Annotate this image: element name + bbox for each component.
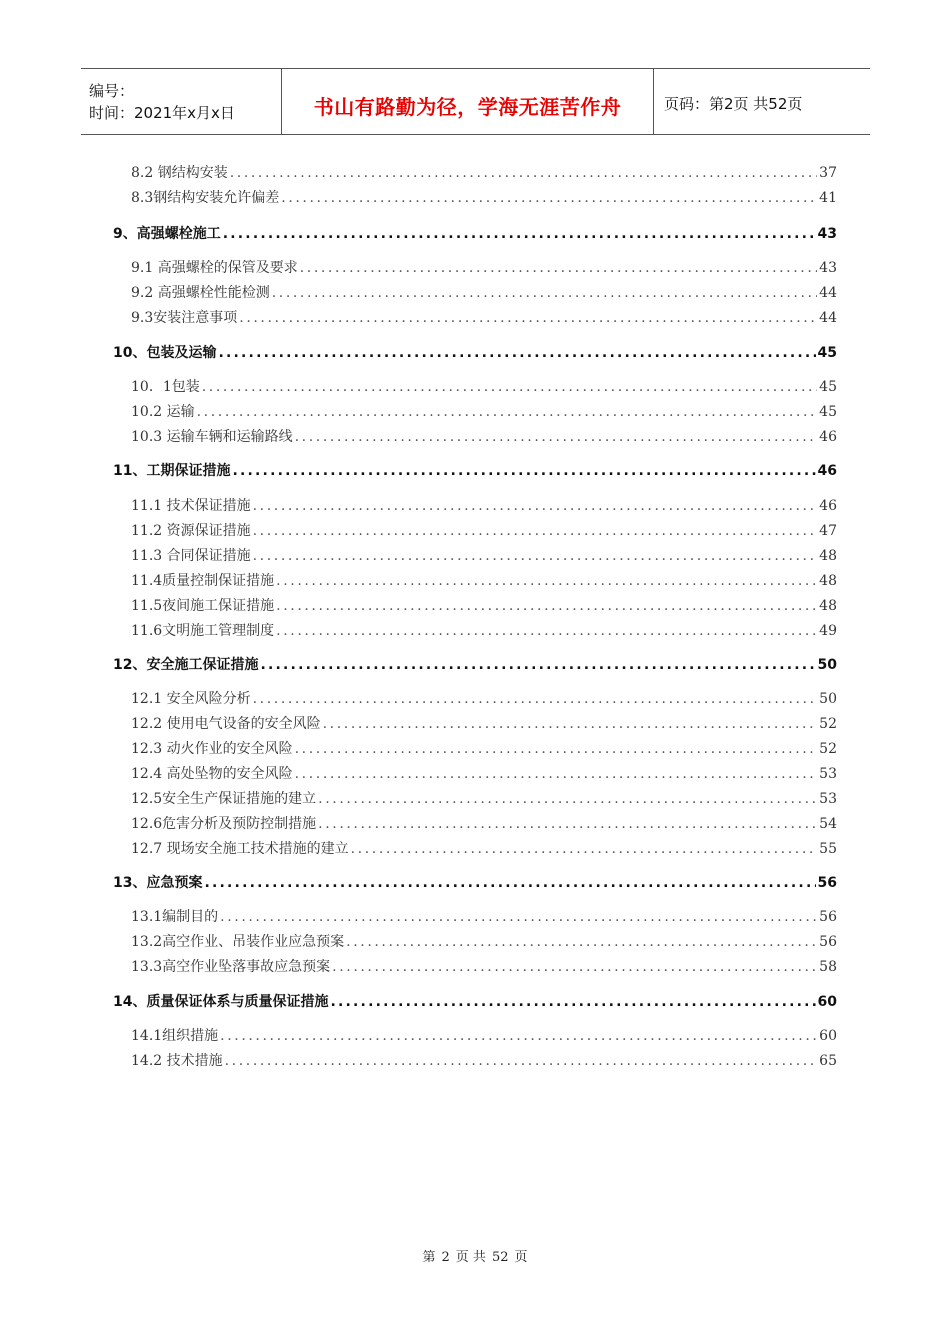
toc-subsection-entry[interactable] (113, 160, 837, 182)
toc-leader-dots (202, 378, 817, 396)
toc-section-entry[interactable] (113, 870, 837, 892)
toc-entry-page-number: 48 (819, 573, 837, 589)
toc-subsection-entry[interactable] (113, 1023, 837, 1045)
toc-subsection-entry[interactable] (113, 280, 837, 302)
toc-entry-page-number: 56 (819, 909, 837, 925)
toc-leader-dots (300, 259, 817, 277)
toc-section-entry[interactable] (113, 221, 837, 243)
toc-subsection-entry[interactable] (113, 1048, 837, 1070)
toc-entry-page-number: 45 (819, 379, 837, 395)
toc-leader-dots (197, 403, 818, 421)
toc-entry-page-number: 43 (817, 226, 837, 242)
toc-leader-dots (218, 344, 815, 362)
toc-entry-title: 13.1编制目的 (131, 909, 219, 925)
toc-entry-title: 10、包装及运输 (113, 345, 217, 361)
toc-entry-page-number: 48 (819, 598, 837, 614)
toc-entry-page-number: 37 (819, 165, 837, 181)
header-motto: 书山有路勤为径，学海无涯苦作舟 (282, 69, 654, 134)
toc-section-entry[interactable] (113, 340, 837, 362)
footer-total-pages: 52 (491, 1250, 509, 1265)
toc-leader-dots (204, 874, 815, 892)
toc-entry-title: 12.4 高处坠物的安全风险 (131, 766, 293, 782)
toc-subsection-entry[interactable] (113, 761, 837, 783)
toc-subsection-entry[interactable] (113, 904, 837, 926)
toc-entry-title: 12.3 动火作业的安全风险 (131, 741, 293, 757)
toc-entry-page-number: 52 (819, 741, 837, 757)
toc-leader-dots (295, 765, 818, 783)
toc-entry-title: 12.7 现场安全施工技术措施的建立 (131, 841, 349, 857)
toc-leader-dots (346, 933, 817, 951)
toc-entry-page-number: 55 (819, 841, 837, 857)
toc-leader-dots (260, 656, 815, 674)
toc-entry-page-number: 48 (819, 548, 837, 564)
toc-entry-page-number: 44 (819, 310, 837, 326)
toc-entry-page-number: 52 (819, 716, 837, 732)
toc-entry-title: 11.5夜间施工保证措施 (131, 598, 275, 614)
toc-leader-dots (351, 840, 818, 858)
footer-page-number: 2 (441, 1250, 450, 1265)
toc-leader-dots (295, 740, 818, 758)
toc-subsection-entry[interactable] (113, 954, 837, 976)
toc-entry-title: 9、高强螺栓施工 (113, 226, 221, 242)
toc-entry-page-number: 44 (819, 285, 837, 301)
toc-entry-page-number: 53 (819, 791, 837, 807)
toc-entry-title: 13、应急预案 (113, 875, 203, 891)
toc-entry-page-number: 47 (819, 523, 837, 539)
toc-entry-title: 13.2高空作业、吊装作业应急预案 (131, 934, 345, 950)
toc-entry-title: 8.3钢结构安装允许偏差 (131, 190, 280, 206)
toc-entry-title: 12、安全施工保证措施 (113, 657, 259, 673)
toc-entry-title: 12.5安全生产保证措施的建立 (131, 791, 317, 807)
toc-entry-title: 9.1 高强螺栓的保管及要求 (131, 260, 298, 276)
toc-entry-title: 13.3高空作业坠落事故应急预案 (131, 959, 331, 975)
toc-subsection-entry[interactable] (113, 518, 837, 540)
toc-entry-page-number: 45 (817, 345, 837, 361)
toc-entry-title: 11、工期保证措施 (113, 463, 231, 479)
toc-entry-title: 14.1组织措施 (131, 1028, 219, 1044)
toc-entry-title: 10．1包装 (131, 379, 200, 395)
toc-subsection-entry[interactable] (113, 185, 837, 207)
header-meta (81, 69, 282, 134)
toc-leader-dots (332, 958, 817, 976)
toc-subsection-entry[interactable] (113, 711, 837, 733)
toc-entry-page-number: 60 (817, 994, 837, 1010)
toc-leader-dots (276, 622, 817, 640)
toc-subsection-entry[interactable] (113, 929, 837, 951)
toc-entry-title: 14、质量保证体系与质量保证措施 (113, 994, 329, 1010)
toc-entry-page-number: 50 (817, 657, 837, 673)
toc-entry-title: 11.3 合同保证措施 (131, 548, 251, 564)
toc-section-entry[interactable] (113, 989, 837, 1011)
footer-mid: 页 共 (455, 1250, 486, 1265)
toc-entry-title: 11.1 技术保证措施 (131, 498, 251, 514)
toc-entry-page-number: 53 (819, 766, 837, 782)
footer-prefix: 第 (422, 1250, 436, 1265)
toc-leader-dots (295, 428, 818, 446)
toc-entry-page-number: 46 (819, 498, 837, 514)
toc-subsection-entry[interactable] (113, 593, 837, 615)
toc-entry-title: 12.6危害分析及预防控制措施 (131, 816, 317, 832)
toc-leader-dots (318, 790, 817, 808)
toc-leader-dots (239, 309, 817, 327)
toc-subsection-entry[interactable] (113, 255, 837, 277)
toc-entry-page-number: 43 (819, 260, 837, 276)
toc-entry-page-number: 54 (819, 816, 837, 832)
toc-subsection-entry[interactable] (113, 836, 837, 858)
toc-leader-dots (330, 993, 815, 1011)
toc-subsection-entry[interactable] (113, 305, 837, 327)
toc-subsection-entry[interactable] (113, 618, 837, 640)
toc-entry-page-number: 56 (819, 934, 837, 950)
toc-leader-dots (323, 715, 818, 733)
toc-leader-dots (253, 690, 818, 708)
toc-leader-dots (318, 815, 817, 833)
toc-entry-page-number: 58 (819, 959, 837, 975)
toc-leader-dots (230, 164, 817, 182)
toc-leader-dots (276, 572, 817, 590)
toc-entry-page-number: 46 (819, 429, 837, 445)
footer-suffix: 页 (514, 1250, 528, 1265)
toc-leader-dots (253, 497, 818, 515)
document-date: 时间：2021年x月x日 (89, 103, 235, 122)
toc-subsection-entry[interactable] (113, 543, 837, 565)
toc-subsection-entry[interactable] (113, 686, 837, 708)
toc-entry-page-number: 65 (819, 1053, 837, 1069)
toc-subsection-entry[interactable] (113, 568, 837, 590)
header-page-info: 页码：第2页 共52页 (664, 95, 803, 113)
toc-entry-title: 11.4质量控制保证措施 (131, 573, 275, 589)
toc-entry-title: 11.2 资源保证措施 (131, 523, 251, 539)
toc-leader-dots (253, 522, 818, 540)
toc-leader-dots (276, 597, 817, 615)
toc-entry-title: 10.3 运输车辆和运输路线 (131, 429, 293, 445)
toc-subsection-entry[interactable] (113, 424, 837, 446)
toc-subsection-entry[interactable] (113, 786, 837, 808)
toc-subsection-entry[interactable] (113, 811, 837, 833)
toc-entry-page-number: 49 (819, 623, 837, 639)
toc-leader-dots (220, 908, 817, 926)
toc-entry-title: 12.1 安全风险分析 (131, 691, 251, 707)
toc-entry-title: 12.2 使用电气设备的安全风险 (131, 716, 321, 732)
toc-leader-dots (225, 1052, 818, 1070)
toc-leader-dots (253, 547, 818, 565)
toc-section-entry[interactable] (113, 458, 837, 480)
toc-entry-title: 11.6文明施工管理制度 (131, 623, 275, 639)
toc-leader-dots (223, 225, 816, 243)
toc-entry-page-number: 56 (817, 875, 837, 891)
toc-entry-title: 9.3安装注意事项 (131, 310, 238, 326)
toc-entry-page-number: 50 (819, 691, 837, 707)
toc-leader-dots (281, 189, 817, 207)
toc-entry-title: 14.2 技术措施 (131, 1053, 223, 1069)
toc-leader-dots (232, 462, 815, 480)
toc-entry-title: 8.2 钢结构安装 (131, 165, 228, 181)
toc-entry-title: 10.2 运输 (131, 404, 195, 420)
toc-subsection-entry[interactable] (113, 736, 837, 758)
toc-entry-page-number: 60 (819, 1028, 837, 1044)
toc-entry-title: 9.2 高强螺栓性能检测 (131, 285, 270, 301)
toc-subsection-entry[interactable] (113, 493, 837, 515)
toc-leader-dots (220, 1027, 817, 1045)
toc-subsection-entry[interactable] (113, 399, 837, 421)
toc-subsection-entry[interactable] (113, 374, 837, 396)
page-header (81, 68, 870, 135)
page-footer (0, 1246, 950, 1265)
toc-entry-page-number: 41 (819, 190, 837, 206)
toc-entry-page-number: 45 (819, 404, 837, 420)
toc-leader-dots (272, 284, 817, 302)
toc-section-entry[interactable] (113, 652, 837, 674)
document-number-label: 编号： (89, 81, 135, 100)
toc-entry-page-number: 46 (817, 463, 837, 479)
